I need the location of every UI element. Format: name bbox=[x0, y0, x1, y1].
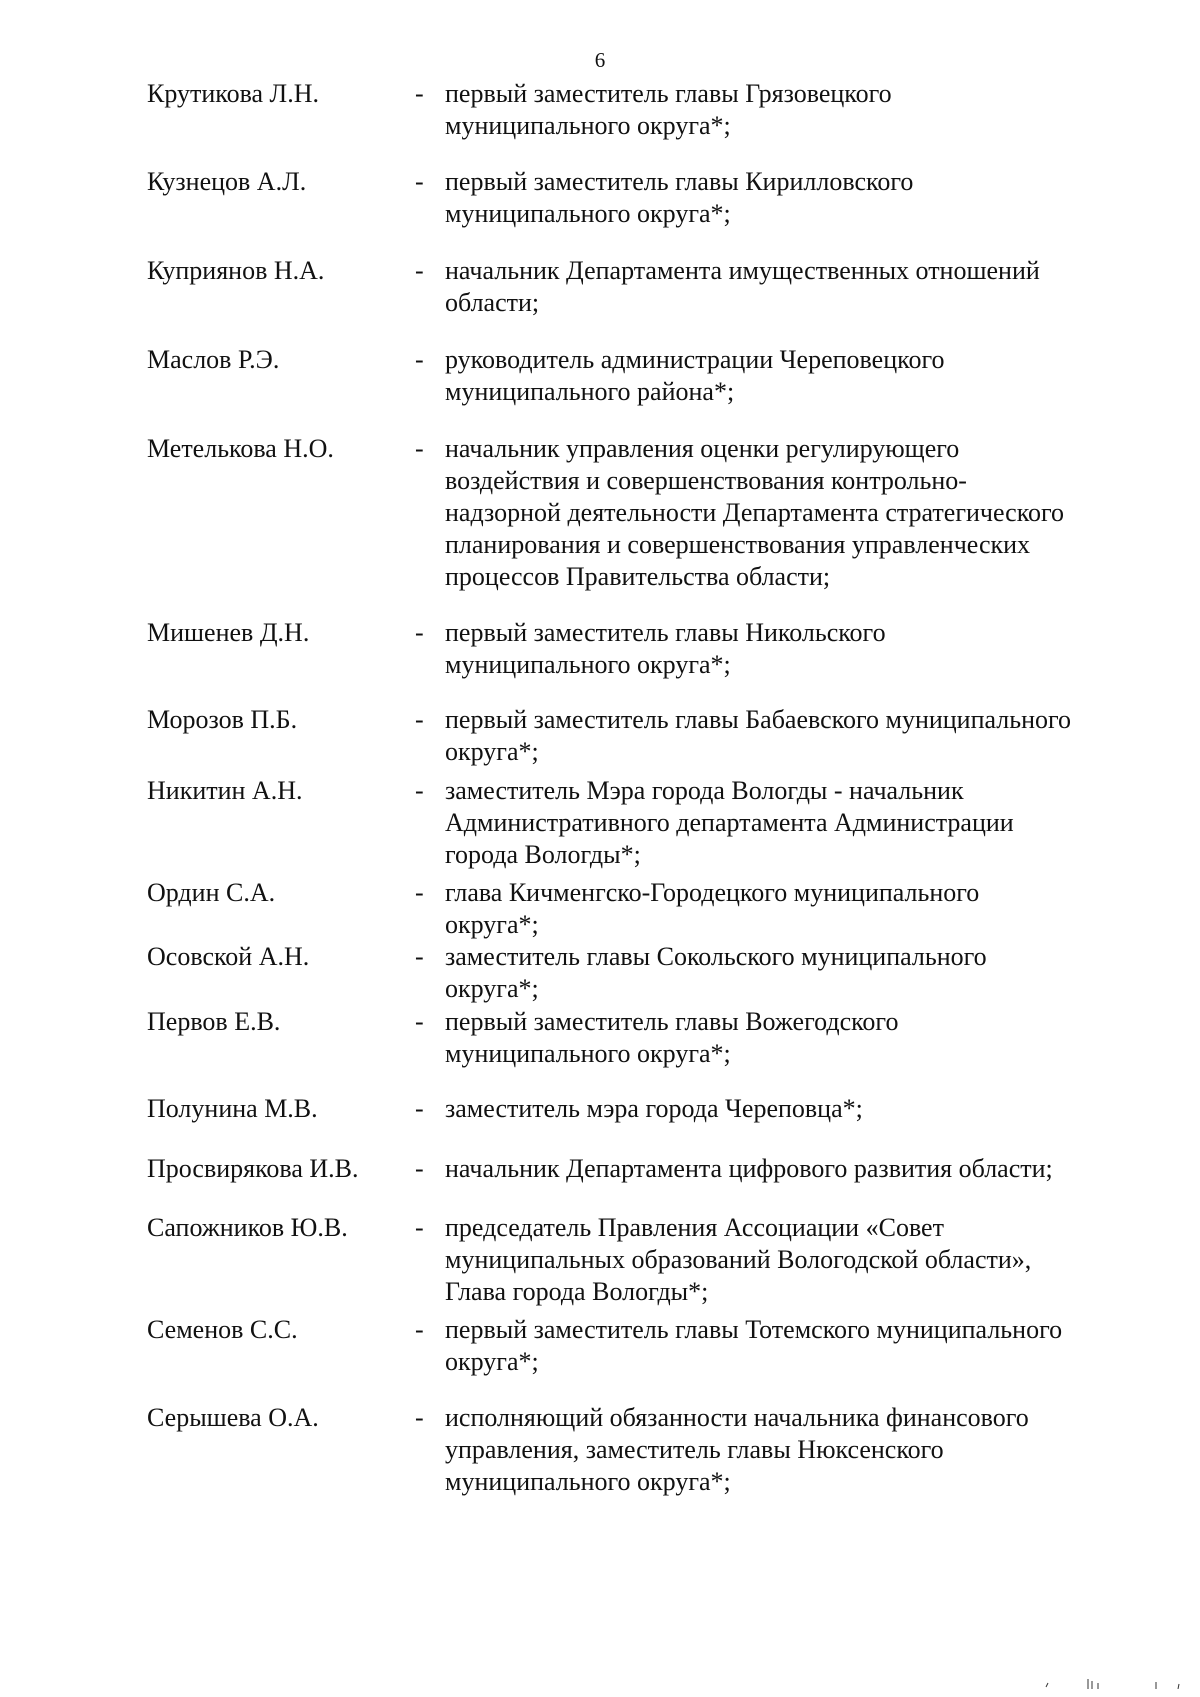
position-line: начальник Департамента цифрового развития области; bbox=[445, 1154, 1053, 1183]
member-name: Просвирякова И.В. bbox=[147, 1154, 359, 1183]
member-position bbox=[445, 255, 1145, 319]
position-line: области; bbox=[445, 288, 540, 317]
member-position bbox=[445, 1093, 1145, 1125]
position-line: председатель Правления Ассоциации «Совет bbox=[445, 1213, 944, 1242]
member-name: Серышева О.А. bbox=[147, 1403, 319, 1432]
position-line: исполняющий обязанности начальника финансового bbox=[445, 1403, 1029, 1432]
member-position bbox=[445, 1212, 1145, 1308]
roster-entry bbox=[0, 1006, 1200, 1068]
roster-entry bbox=[0, 166, 1200, 228]
dash-separator: - bbox=[415, 1007, 424, 1036]
member-position bbox=[445, 1006, 1145, 1070]
roster-entry bbox=[0, 941, 1200, 1003]
member-position bbox=[445, 433, 1145, 593]
member-name: Маслов Р.Э. bbox=[147, 345, 280, 374]
position-line: начальник Департамента имущественных отношений bbox=[445, 256, 1040, 285]
roster-entry bbox=[0, 344, 1200, 406]
position-line: первый заместитель главы Тотемского муниципального bbox=[445, 1315, 1063, 1344]
position-line: округа*; bbox=[445, 737, 539, 766]
dash-separator: - bbox=[415, 942, 424, 971]
member-name: Полунина М.В. bbox=[147, 1094, 318, 1123]
member-position bbox=[445, 775, 1145, 871]
dash-separator: - bbox=[415, 1154, 424, 1183]
position-line: надзорной деятельности Департамента стратегического bbox=[445, 498, 1065, 527]
roster-entry bbox=[0, 1314, 1200, 1376]
roster-entry bbox=[0, 1153, 1200, 1183]
roster-entry bbox=[0, 255, 1200, 317]
dash-separator: - bbox=[415, 618, 424, 647]
position-line: начальник управления оценки регулирующего bbox=[445, 434, 960, 463]
dash-separator: - bbox=[415, 434, 424, 463]
position-line: муниципального округа*; bbox=[445, 199, 731, 228]
member-position bbox=[445, 166, 1145, 230]
dash-separator: - bbox=[415, 256, 424, 285]
member-name: Первов Е.В. bbox=[147, 1007, 281, 1036]
member-position bbox=[445, 1314, 1145, 1378]
roster-entry bbox=[0, 1093, 1200, 1123]
position-line: воздействия и совершенствования контрольно- bbox=[445, 466, 967, 495]
position-line: Глава города Вологды*; bbox=[445, 1277, 709, 1306]
member-position bbox=[445, 1402, 1145, 1498]
scan-artifact-marks bbox=[1036, 1673, 1186, 1689]
member-name: Мишенев Д.Н. bbox=[147, 618, 310, 647]
position-line: заместитель мэра города Череповца*; bbox=[445, 1094, 863, 1123]
member-name: Сапожников Ю.В. bbox=[147, 1213, 348, 1242]
position-line: руководитель администрации Череповецкого bbox=[445, 345, 945, 374]
position-line: процессов Правительства области; bbox=[445, 562, 831, 591]
roster-entry bbox=[0, 433, 1200, 591]
roster-entry bbox=[0, 704, 1200, 766]
dash-separator: - bbox=[415, 1213, 424, 1242]
dash-separator: - bbox=[415, 167, 424, 196]
roster-entry bbox=[0, 1402, 1200, 1496]
dash-separator: - bbox=[415, 1094, 424, 1123]
position-line: глава Кичменгско-Городецкого муниципального bbox=[445, 878, 980, 907]
position-line: муниципального района*; bbox=[445, 377, 735, 406]
dash-separator: - bbox=[415, 1403, 424, 1432]
roster-entry bbox=[0, 877, 1200, 939]
member-name: Метелькова Н.О. bbox=[147, 434, 334, 463]
position-line: муниципального округа*; bbox=[445, 111, 731, 140]
member-name: Ордин С.А. bbox=[147, 878, 276, 907]
member-position bbox=[445, 941, 1145, 1005]
position-line: первый заместитель главы Грязовецкого bbox=[445, 79, 892, 108]
dash-separator: - bbox=[415, 79, 424, 108]
position-line: первый заместитель главы Кирилловского bbox=[445, 167, 914, 196]
position-line: первый заместитель главы Бабаевского муниципального bbox=[445, 705, 1072, 734]
position-line: округа*; bbox=[445, 1347, 539, 1376]
position-line: муниципальных образований Вологодской области», bbox=[445, 1245, 1032, 1274]
position-line: муниципального округа*; bbox=[445, 650, 731, 679]
roster-entry bbox=[0, 78, 1200, 140]
member-name: Крутикова Л.Н. bbox=[147, 79, 319, 108]
member-position bbox=[445, 617, 1145, 681]
dash-separator: - bbox=[415, 705, 424, 734]
position-line: города Вологды*; bbox=[445, 840, 641, 869]
position-line: округа*; bbox=[445, 910, 539, 939]
position-line: заместитель главы Сокольского муниципального bbox=[445, 942, 987, 971]
position-line: муниципального округа*; bbox=[445, 1467, 731, 1496]
member-position bbox=[445, 344, 1145, 408]
member-position bbox=[445, 1153, 1145, 1185]
position-line: округа*; bbox=[445, 974, 539, 1003]
roster-entry bbox=[0, 617, 1200, 679]
member-position bbox=[445, 704, 1145, 768]
dash-separator: - bbox=[415, 1315, 424, 1344]
member-name: Морозов П.Б. bbox=[147, 705, 298, 734]
position-line: первый заместитель главы Никольского bbox=[445, 618, 886, 647]
dash-separator: - bbox=[415, 878, 424, 907]
position-line: управления, заместитель главы Нюксенского bbox=[445, 1435, 944, 1464]
dash-separator: - bbox=[415, 776, 424, 805]
position-line: Административного департамента Администрации bbox=[445, 808, 1014, 837]
member-position bbox=[445, 877, 1145, 941]
member-name: Кузнецов А.Л. bbox=[147, 167, 307, 196]
member-name: Осовской А.Н. bbox=[147, 942, 310, 971]
position-line: заместитель Мэра города Вологды - начальник bbox=[445, 776, 964, 805]
page-number: 6 bbox=[594, 48, 606, 72]
position-line: планирования и совершенствования управленческих bbox=[445, 530, 1031, 559]
member-name: Куприянов Н.А. bbox=[147, 256, 325, 285]
member-name: Никитин А.Н. bbox=[147, 776, 303, 805]
member-name: Семенов С.С. bbox=[147, 1315, 298, 1344]
position-line: первый заместитель главы Вожегодского bbox=[445, 1007, 899, 1036]
position-line: муниципального округа*; bbox=[445, 1039, 731, 1068]
dash-separator: - bbox=[415, 345, 424, 374]
member-position bbox=[445, 78, 1145, 142]
roster-entry bbox=[0, 1212, 1200, 1306]
roster-entry bbox=[0, 775, 1200, 869]
